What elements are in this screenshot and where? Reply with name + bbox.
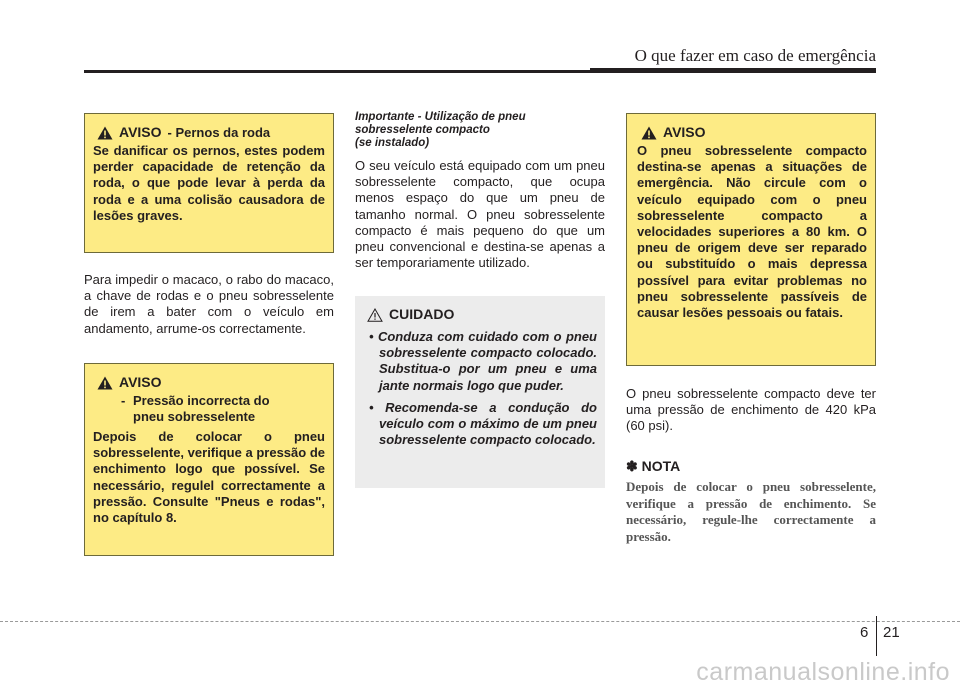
warning-title: AVISO <box>119 124 162 140</box>
section-heading <box>355 111 605 150</box>
caution-box <box>355 296 605 488</box>
pressure-paragraph: O pneu sobresselente compacto deve ter uma pressão de enchimento de 420 kPa (60 psi). <box>626 386 876 434</box>
caution-item: • Recomenda-se a condução do veículo com o máximo de um pneu sobresselente compacto colocado. <box>369 399 597 448</box>
caution-item: • Conduza com cuidado com o pneu sobresselente compacto colocado. Substitua-o por um pneu e uma jante normais logo que puder. <box>369 329 597 393</box>
warning-heading <box>93 374 325 391</box>
header-rule-accent <box>590 68 876 72</box>
caution-title: CUIDADO <box>389 306 455 322</box>
page-header-title: O que fazer em caso de emergência <box>634 46 876 65</box>
warning-subtitle-row <box>121 393 325 425</box>
caution-triangle-icon <box>367 308 383 322</box>
warning-triangle-icon <box>641 126 657 140</box>
warning-body: Se danificar os pernos, estes podem perder capacidade de retenção da roda, o que pode levar à perda da roda e a uma colisão causadora de lesões graves. <box>93 143 325 223</box>
section-heading-line: Importante - Utilização de pneu <box>355 111 526 123</box>
warning-subtitle: - Pernos da roda <box>167 125 271 140</box>
chapter-number: 6 <box>860 624 869 641</box>
warning-title: AVISO <box>119 374 162 390</box>
warning-body: Depois de colocar o pneu sobresselente, verifique a pressão de enchimento logo que possível. Se necessário, regulel correctamente a pressão. Consulte "Pneus e rodas", no capítulo 8. <box>93 429 325 526</box>
note-body: Depois de colocar o pneu sobresselente, verifique a pressão de enchimento. Se necessário, regule-lhe correctamente a pressão. <box>626 479 876 544</box>
page-number: 21 <box>883 624 900 641</box>
page-number-separator <box>876 616 877 656</box>
subtitle-dash: - <box>121 393 126 408</box>
warning-heading <box>637 124 867 141</box>
section-heading-line: (se instalado) <box>355 137 430 149</box>
warning-triangle-icon <box>97 376 113 390</box>
caution-heading <box>363 306 597 323</box>
watermark-text: carmanualsonline.info <box>696 658 950 686</box>
section-heading-line: sobresselente compacto <box>355 124 490 136</box>
caution-list <box>363 329 597 448</box>
note-heading <box>626 458 680 475</box>
warning-box-spare-pressure <box>84 363 334 556</box>
warning-subtitle: Pressão incorrecta do pneu sobresselente <box>133 393 270 424</box>
warning-title: AVISO <box>663 124 706 140</box>
warning-box-wheel-nuts <box>84 113 334 253</box>
warning-box-compact-spare <box>626 113 876 366</box>
warning-body: O pneu sobresselente compacto destina-se apenas a situações de emergência. Não circule com o veículo equipado com o pneu sobresselente compacto a velocidades superiores a 80 km. O pneu de origem deve ser reparado ou substituído o mais depressa possível para evitar problemas no pneu sobresselente passíveis de causar lesões pessoais ou fatais. <box>637 143 867 321</box>
storage-paragraph: Para impedir o macaco, o rabo do macaco, a chave de rodas e o pneu sobresselente de irem a bater com o veículo em andamento, arrume-os correctamente. <box>84 272 334 336</box>
caution-item-text: Recomenda-se a condução do veículo com o máximo de um pneu sobresselente compacto colocado. <box>379 399 597 448</box>
compact-spare-paragraph: O seu veículo está equipado com um pneu sobresselente compacto, que ocupa menos espaço do que um pneu de tamanho normal. O pneu sobresselente compacto é mais pequeno do que um pneu convencional e destina-se apenas a ser temporariamente utilizado. <box>355 158 605 271</box>
warning-triangle-icon <box>97 126 113 140</box>
note-star-icon: ✽ <box>626 458 638 474</box>
warning-heading <box>93 124 325 141</box>
note-title: NOTA <box>641 458 681 474</box>
footer-dashed-line <box>0 621 960 622</box>
caution-item-text: Conduza com cuidado com o pneu sobresselente compacto colocado. Substitua-o por um pneu e uma jante normais logo que puder. <box>377 329 597 393</box>
